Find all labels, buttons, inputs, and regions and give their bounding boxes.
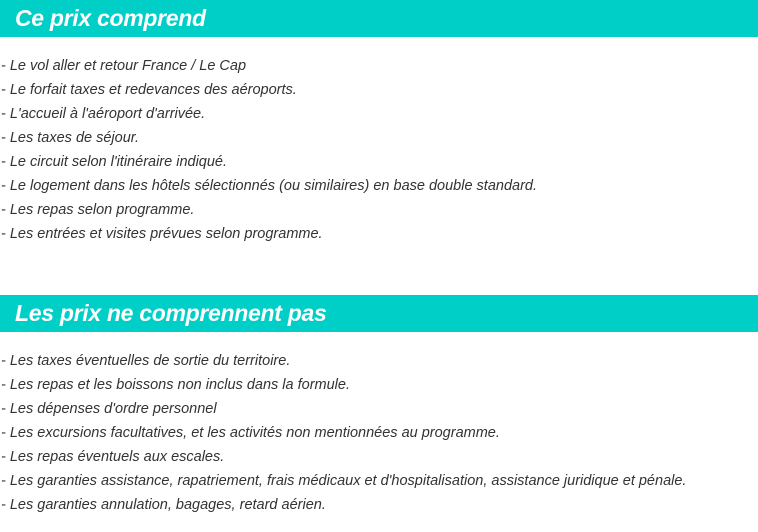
included-title: Ce prix comprend	[15, 5, 206, 31]
excluded-title: Les prix ne comprennent pas	[15, 300, 327, 326]
excluded-item: - Les garanties assistance, rapatriement, frais médicaux et d'hospitalisation, assistance juridique et pénale.	[1, 473, 687, 489]
excluded-item: - Les taxes éventuelles de sortie du territoire.	[1, 353, 291, 369]
included-item: - Les repas selon programme.	[1, 202, 195, 218]
excluded-item: - Les garanties annulation, bagages, retard aérien.	[1, 497, 326, 513]
included-item: - Le forfait taxes et redevances des aéroports.	[1, 82, 297, 98]
included-item: - Le vol aller et retour France / Le Cap	[1, 58, 247, 74]
included-header	[0, 0, 758, 37]
excluded-list	[0, 332, 758, 517]
excluded-item: - Les excursions facultatives, et les activités non mentionnées au programme.	[1, 425, 500, 441]
excluded-item: - Les repas éventuels aux escales.	[1, 449, 225, 465]
included-item: - L'accueil à l'aéroport d'arrivée.	[1, 106, 206, 122]
included-item: - Le logement dans les hôtels sélectionnés (ou similaires) en base double standard.	[1, 178, 538, 194]
included-section	[0, 0, 758, 246]
included-item: - Les taxes de séjour.	[1, 130, 140, 146]
included-item: - Le circuit selon l'itinéraire indiqué.	[1, 154, 228, 170]
included-list	[0, 37, 758, 246]
excluded-item: - Les repas et les boissons non inclus dans la formule.	[1, 377, 350, 393]
included-item: - Les entrées et visites prévues selon programme.	[1, 226, 323, 242]
excluded-header	[0, 295, 758, 332]
excluded-section	[0, 295, 758, 517]
excluded-item: - Les dépenses d'ordre personnel	[1, 401, 217, 417]
